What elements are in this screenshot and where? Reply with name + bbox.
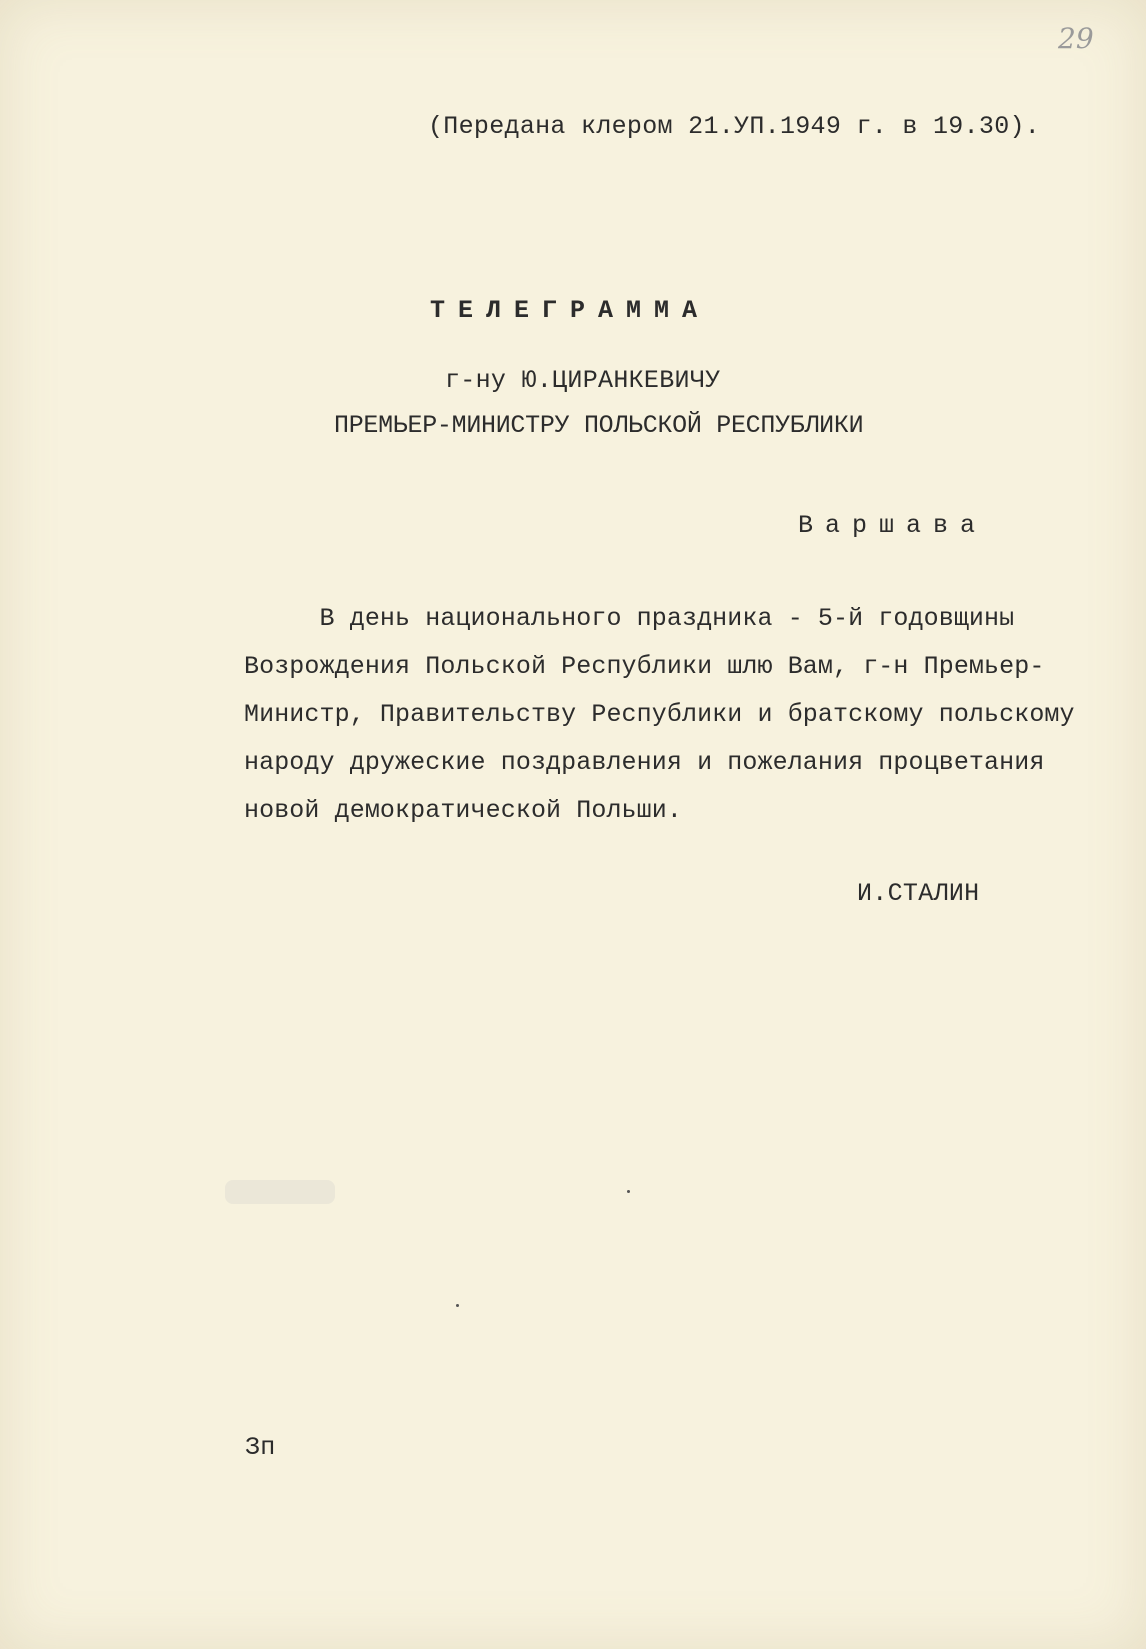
body-line: Министр, Правительству Республики и братскому польскому: [244, 700, 1075, 729]
footer-mark: Зп: [245, 1433, 276, 1462]
archive-page-number: 29: [1058, 22, 1094, 55]
transmission-note: (Передана клером 21.УП.1949 г. в 19.30).: [428, 112, 1041, 141]
body-line: новой демократической Польши.: [244, 796, 682, 825]
paper-smudge: [225, 1180, 335, 1204]
document-title: ТЕЛЕГРАММА: [430, 296, 711, 325]
body-line: народу дружеские поздравления и пожелания процветания: [244, 748, 1045, 777]
telegram-body: [244, 595, 1104, 835]
signature: И.СТАЛИН: [857, 879, 980, 908]
destination-city: Варшава: [798, 511, 988, 540]
addressee-position: ПРЕМЬЕР-МИНИСТРУ ПОЛЬСКОЙ РЕСПУБЛИКИ: [334, 411, 864, 440]
paper-speck: [456, 1304, 459, 1307]
body-line: В день национального праздника - 5-й годовщины: [244, 604, 1015, 633]
paper-speck: [627, 1190, 630, 1193]
body-line: Возрождения Польской Республики шлю Вам, г-н Премьер-: [244, 652, 1045, 681]
addressee-name: г-ну Ю.ЦИРАНКЕВИЧУ: [445, 366, 721, 395]
